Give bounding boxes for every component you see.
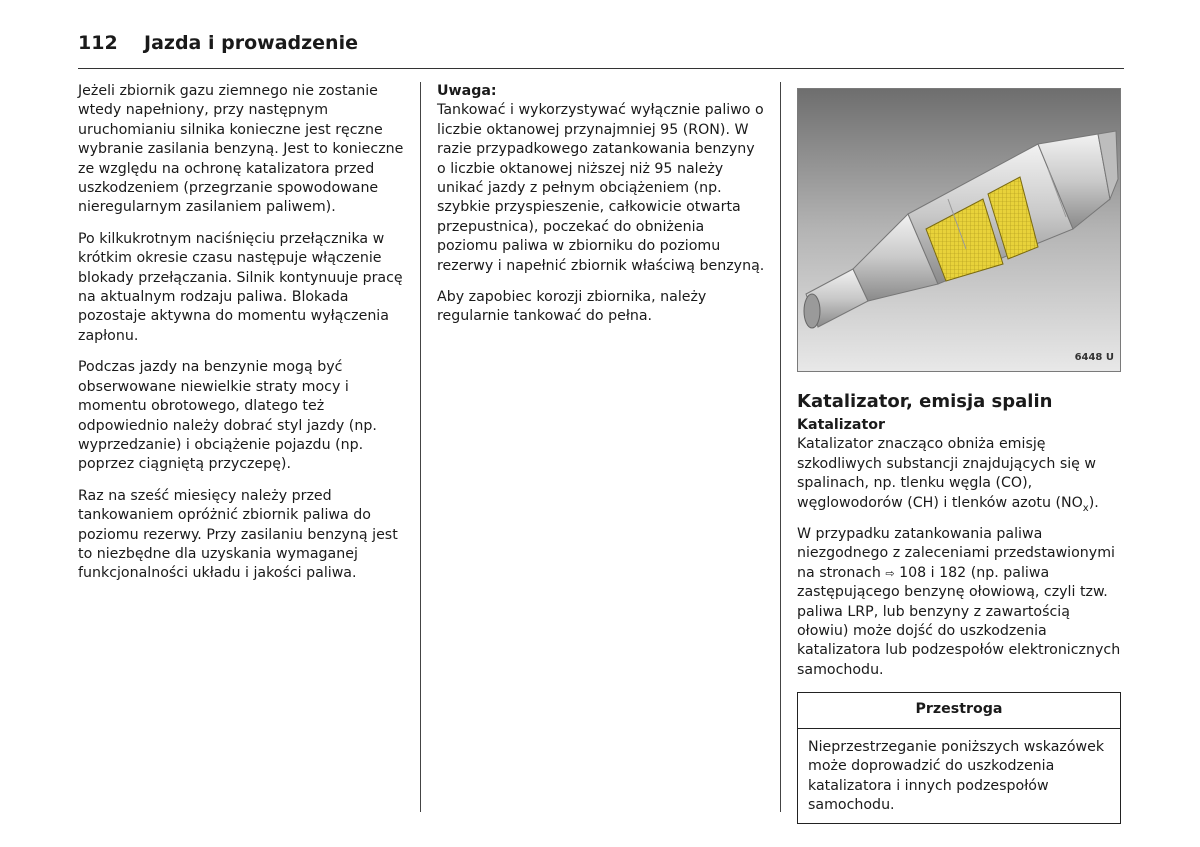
catalytic-converter-image (798, 89, 1120, 371)
paragraph: Podczas jazdy na benzynie mogą być obserwowane niewielkie straty mocy i momentu obrotowego, dlatego też odpowiednio należy dobrać styl jazdy (np. wyprzedzanie) i obciążenie pojazdu (np. poprzez ciągniętą przyczepę). (78, 359, 377, 473)
column-right (797, 82, 1125, 824)
column-left (78, 82, 408, 596)
note-text: Tankować i wykorzystywać wyłącznie paliwo o liczbie oktanowej przynajmniej 95 (RON). W razie przypadkowego zatankowania benzyny o liczbie oktanowej niższej niż 95 należy unikać jazdy z pełnym obciążeniem (np. szybkie przyspieszenie, całkowicie otwarta przepustnica), poczekać do obniżenia poziomu paliwa w zbiorniku do poziomu rezerwy i napełnić zbiornik właściwą benzyną. (437, 102, 765, 274)
section-title: Katalizator, emisja spalin (797, 391, 1053, 412)
para2-after: 108 i 182 (np. paliwa zastępującego benzynę ołowiową, czyli tzw. paliwa LRP, lub benzyny z zawartością ołowiu) może dojść do uszkodzenia katalizatora lub podzespołów elektronicznych samochodu. (797, 564, 1121, 678)
subscript-x: x (1082, 502, 1089, 514)
warning-title: Przestroga (798, 693, 1120, 728)
paragraph: Raz na sześć miesięcy należy przed tankowaniem opróżnić zbiornik paliwa do poziomu rezerwy. Przy zasilaniu benzyną jest to niezbędne dla uzyskania wymaganej funkcjonalności układu i jakości paliwa. (78, 487, 398, 582)
para1-end: ). (1088, 494, 1099, 511)
figure-id: 6448 U (1074, 351, 1114, 363)
page-number: 112 (78, 32, 118, 54)
para1-main: Katalizator znacząco obniża emisję szkodliwych substancji znajdujących się w spalinach, np. tlenku węgla (CO), węglowodorów (CH) i tlenków azotu (NO (797, 436, 1097, 511)
page-header (78, 30, 1124, 68)
column-divider-1 (420, 82, 421, 812)
subsection-title: Katalizator (797, 417, 886, 433)
chapter-title: Jazda i prowadzenie (144, 32, 358, 54)
header-rule (78, 68, 1124, 69)
page-reference-arrow-icon: ⇨ (885, 566, 895, 580)
para2-before: W przypadku zatankowania paliwa niezgodnego z zaleceniami przedstawionymi na stronach (797, 526, 1115, 581)
paragraph: Aby zapobiec korozji zbiornika, należy regularnie tankować do pełna. (437, 289, 707, 325)
paragraph: Po kilkukrotnym naciśnięciu przełącznika w krótkim okresie czasu następuje włączenie blokady przełączania. Silnik kontynuuje pracę na aktualnym rodzaju paliwa. Blokada pozostaje aktywna do momentu wyłączenia zapłonu. (78, 230, 403, 344)
note-title: Uwaga: (437, 83, 497, 99)
paragraph: Jeżeli zbiornik gazu ziemnego nie zostanie wtedy napełniony, przy następnym uruchomianiu silnika konieczne jest ręczne wybranie zasilania benzyną. Jest to konieczne ze względu na ochronę katalizatora przed uszkodzeniem (przegrzanie spowodowane nieregularnym zasilaniem paliwem). (78, 83, 404, 216)
paragraph (797, 525, 1125, 680)
paragraph (797, 435, 1125, 513)
warning-text: Nieprzestrzeganie poniższych wskazówek może doprowadzić do uszkodzenia katalizatora i innych podzespołów samochodu. (808, 738, 1105, 813)
column-divider-2 (780, 82, 781, 812)
column-middle (437, 82, 767, 339)
catalytic-converter-illustration (797, 88, 1121, 372)
warning-box (797, 692, 1121, 824)
